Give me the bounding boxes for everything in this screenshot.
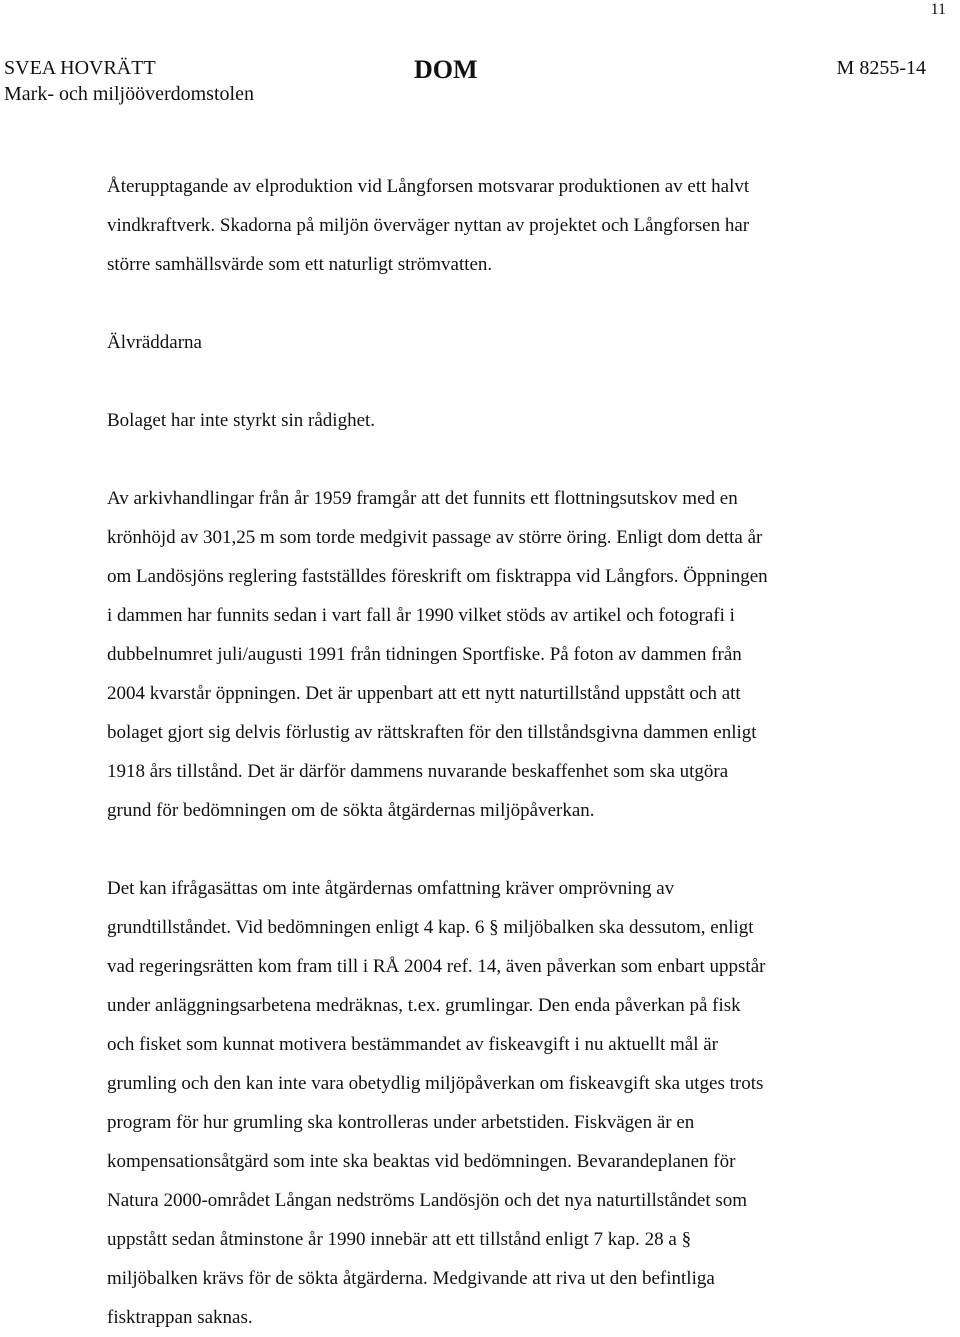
paragraph-line: krönhöjd av 301,25 m som torde medgivit passage av större öring. Enligt dom detta år [107,527,763,548]
spacer [107,362,927,401]
paragraph-line: 1918 års tillstånd. Det är därför dammens nuvarande beskaffenhet som ska utgöra [107,761,729,782]
paragraph-1 [107,167,927,284]
paragraph-line: Återupptagande av elproduktion vid Långforsen motsvarar produktionen av ett halvt [107,176,750,197]
paragraph-line: bolaget gjort sig delvis förlustig av rättskraften för den tillståndsgivna dammen enligt [107,722,757,743]
paragraph-line: i dammen har funnits sedan i vart fall år 1990 vilket stöds av artikel och fotografi i [107,605,735,626]
page-number: 11 [930,1,946,18]
paragraph-line: vad regeringsrätten kom fram till i RÅ 2004 ref. 14, även påverkan som enbart uppstår [107,956,766,977]
paragraph-4 [107,869,927,1337]
paragraph-line: 2004 kvarstår öppningen. Det är uppenbart att ett nytt naturtillstånd uppstått och att [107,683,741,704]
paragraph-line: miljöbalken krävs för de sökta åtgärderna. Medgivande att riva ut den befintliga [107,1268,715,1289]
document-header [4,55,944,105]
court-line-2: Mark- och miljööverdomstolen [4,83,254,105]
section-heading: Älvräddarna [107,332,202,353]
court-name [4,55,254,107]
paragraph-line: dubbelnumret juli/augusti 1991 från tidningen Sportfiske. På foton av dammen från [107,644,742,665]
document-body [107,167,927,1337]
paragraph-line: Natura 2000-området Långan nedströms Landösjön och det nya naturtillståndet som [107,1190,748,1211]
spacer [107,284,927,323]
paragraph-line: uppstått sedan åtminstone år 1990 innebär att ett tillstånd enligt 7 kap. 28 a § [107,1229,692,1250]
document-type: DOM [414,55,478,84]
case-number: M 8255-14 [836,57,926,79]
paragraph-line: Det kan ifrågasättas om inte åtgärdernas omfattning kräver omprövning av [107,878,675,899]
paragraph-line: grundtillståndet. Vid bedömningen enligt 4 kap. 6 § miljöbalken ska dessutom, enligt [107,917,754,938]
paragraph-line: program för hur grumling ska kontrolleras under arbetstiden. Fiskvägen är en [107,1112,695,1133]
paragraph-line: Av arkivhandlingar från år 1959 framgår att det funnits ett flottningsutskov med en [107,488,738,509]
paragraph-line: Bolaget har inte styrkt sin rådighet. [107,410,376,431]
paragraph-line: vindkraftverk. Skadorna på miljön överväger nyttan av projektet och Långforsen har [107,215,750,236]
paragraph-3 [107,479,927,830]
court-line-1: SVEA HOVRÄTT [4,57,156,79]
paragraph-line: kompensationsåtgärd som inte ska beaktas vid bedömningen. Bevarandeplanen för [107,1151,736,1172]
paragraph-line: och fisket som kunnat motivera bestämmandet av fiskeavgift i nu aktuellt mål är [107,1034,718,1055]
paragraph-2 [107,401,927,440]
paragraph-line: fisktrappan saknas. [107,1307,253,1328]
paragraph-line: större samhällsvärde som ett naturligt strömvatten. [107,254,493,275]
paragraph-line: grund för bedömningen om de sökta åtgärdernas miljöpåverkan. [107,800,595,821]
paragraph-line: under anläggningsarbetena medräknas, t.ex. grumlingar. Den enda påverkan på fisk [107,995,741,1016]
spacer [107,440,927,479]
paragraph-line: grumling och den kan inte vara obetydlig miljöpåverkan om fiskeavgift ska utges trots [107,1073,764,1094]
spacer [107,830,927,869]
paragraph-line: om Landösjöns reglering fastställdes föreskrift om fisktrappa vid Långfors. Öppningen [107,566,768,587]
